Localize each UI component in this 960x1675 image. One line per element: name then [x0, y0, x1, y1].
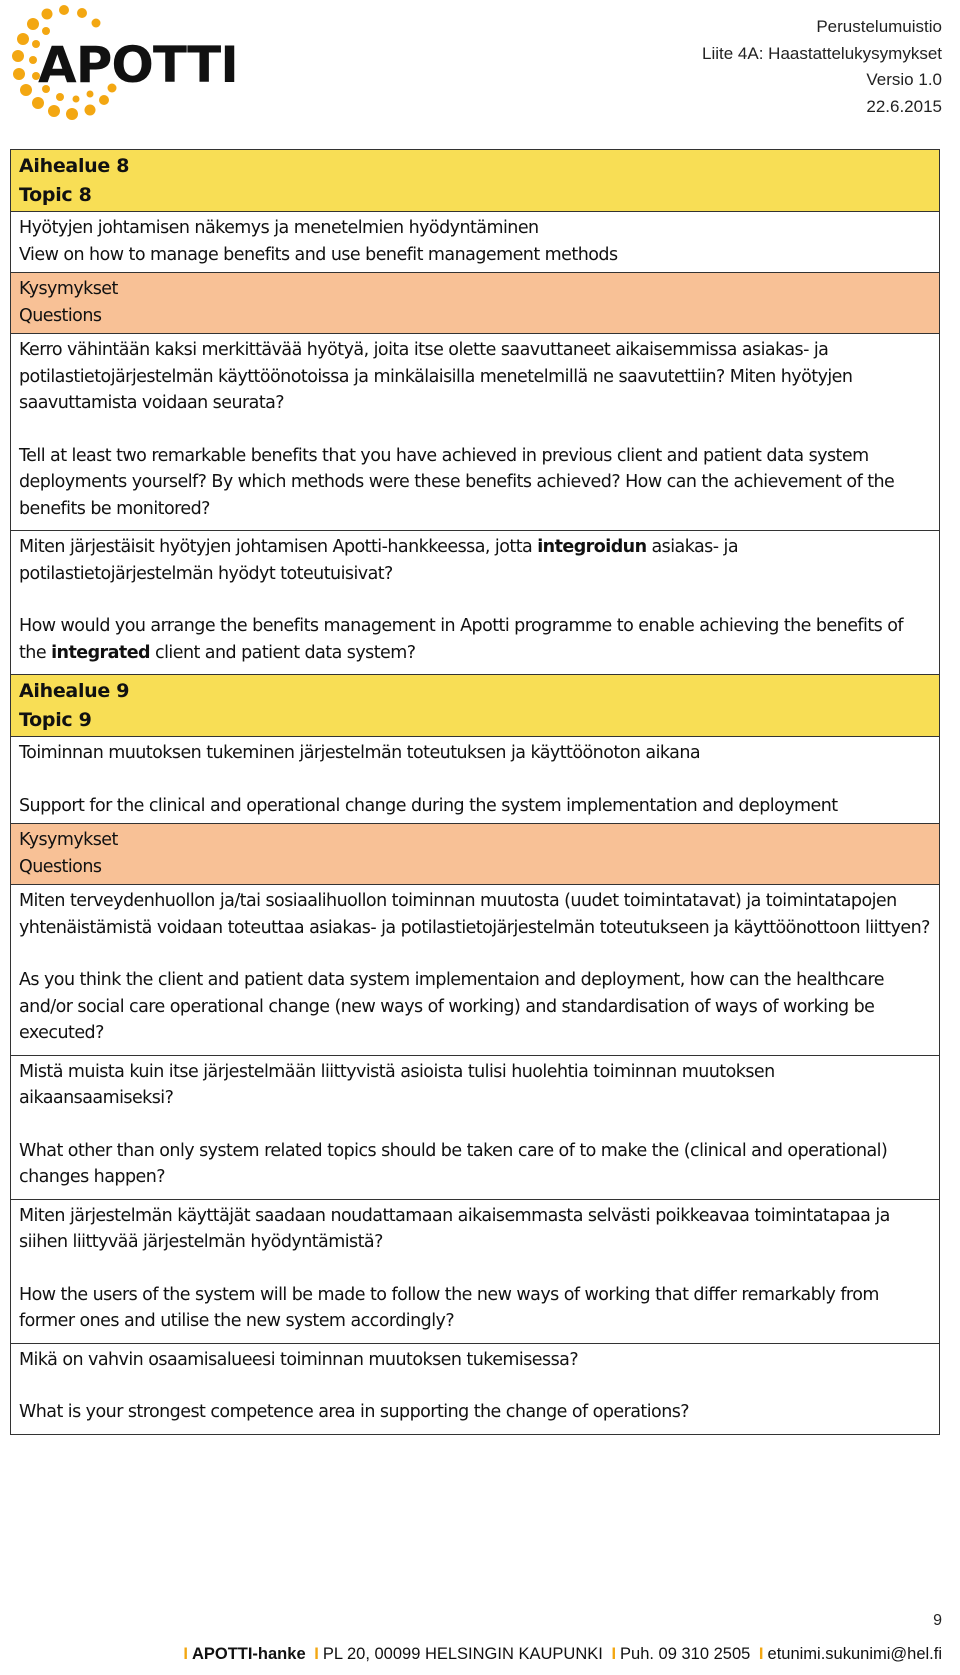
topic-description-9 — [11, 737, 939, 824]
description-fi: Hyötyjen johtamisen näkemys ja menetelmien hyödyntäminen — [19, 218, 539, 238]
logo-dots-icon — [8, 4, 248, 122]
page-footer — [179, 1645, 942, 1664]
footer-separator: I — [314, 1645, 319, 1663]
question-fi: Miten järjestäisit hyötyjen johtamisen Apotti-hankkeessa, jotta integroidun asiakas- ja potilastietojärjestelmän hyödyt toteutuisivat? — [19, 537, 739, 584]
interview-questions-table — [10, 149, 940, 1435]
doc-type: Perustelumuistio — [816, 17, 942, 36]
footer-org: APOTTI-hanke — [191, 1645, 306, 1663]
question-fi: Mikä on vahvin osaamisalueesi toiminnan muutoksen tukemisessa? — [19, 1349, 579, 1370]
footer-address: PL 20, 00099 HELSINGIN KAUPUNKI — [322, 1645, 603, 1663]
question-row — [11, 885, 939, 1056]
logo-text: APOTTI — [38, 36, 238, 94]
questions-header-8 — [11, 273, 939, 334]
questions-label-en: Questions — [19, 305, 102, 326]
question-en: What is your strongest competence area in supporting the change of operations? — [19, 1402, 690, 1422]
question-row — [11, 1344, 939, 1435]
topic-title-fi: Aihealue 8 — [19, 155, 130, 177]
topic-header-9 — [11, 675, 939, 737]
question-en: As you think the client and patient data system implementaion and deployment, how can the healthcare and/or social care operational change (new ways of working) and standardisation of ways of working be executed? — [19, 970, 884, 1043]
question-row — [11, 531, 939, 675]
questions-label-en: Questions — [19, 856, 102, 877]
question-row — [11, 1056, 939, 1200]
topic-title-en: Topic 9 — [19, 709, 92, 731]
description-en: View on how to manage benefits and use benefit management methods — [19, 244, 618, 265]
footer-separator: I — [758, 1645, 764, 1663]
question-en: How the users of the system will be made to follow the new ways of working that differ remarkably from former ones and utilise the new system accordingly? — [19, 1284, 879, 1331]
question-row — [11, 1200, 939, 1344]
topic-title-en: Topic 8 — [19, 184, 92, 206]
questions-label-fi: Kysymykset — [19, 830, 118, 850]
document-meta — [702, 14, 942, 120]
footer-email: etunimi.sukunimi@hel.fi — [767, 1645, 942, 1663]
question-row — [11, 334, 939, 531]
question-fi: Mistä muista kuin itse järjestelmään liittyvistä asioista tulisi huolehtia toiminnan muutoksen aikaansaamiseksi? — [19, 1061, 775, 1108]
version: Versio 1.0 — [866, 70, 942, 89]
attachment-title: Liite 4A: Haastattelukysymykset — [702, 43, 942, 63]
description-fi: Toiminnan muutoksen tukeminen järjestelmän toteutuksen ja käyttöönoton aikana — [19, 743, 701, 763]
footer-separator: I — [611, 1645, 617, 1663]
page-number: 9 — [933, 1612, 942, 1629]
questions-label-fi: Kysymykset — [19, 279, 118, 299]
question-fi: Miten terveydenhuollon ja/tai sosiaalihuollon toiminnan muutosta (uudet toimintatavat) ja toimintatapojen yhtenäistämistä voidaan toteuttaa asiakas- ja potilastietojärjestelmän toteutukseen ja käyttöönottoon liittyen? — [19, 891, 930, 938]
date: 22.6.2015 — [866, 96, 942, 116]
topic-title-fi: Aihealue 9 — [19, 680, 130, 702]
footer-separator: I — [183, 1645, 188, 1663]
topic-header-8 — [11, 150, 939, 212]
apotti-logo — [8, 4, 248, 122]
question-en: How would you arrange the benefits management in Apotti programme to enable achieving the benefits of the integrated client and patient data system? — [19, 616, 904, 663]
question-en: Tell at least two remarkable benefits that you have achieved in previous client and patient data system deployments yourself? By which methods were these benefits achieved? How can the achievement of the benefits be monitored? — [19, 445, 895, 519]
questions-header-9 — [11, 824, 939, 885]
footer-phone: Puh. 09 310 2505 — [620, 1645, 751, 1663]
description-en: Support for the clinical and operational change during the system implementation and deployment — [19, 795, 838, 816]
question-fi: Miten järjestelmän käyttäjät saadaan noudattamaan aikaisemmasta selvästi poikkeavaa toimintatapaa ja siihen liittyvää järjestelmän hyödyntämistä? — [19, 1205, 890, 1252]
topic-description-8 — [11, 212, 939, 273]
question-fi: Kerro vähintään kaksi merkittävää hyötyä, joita itse olette saavuttaneet aikaisemmissa asiakas- ja potilastietojärjestelmän käyttöönotoissa ja minkälaisilla menetelmillä ne saavutettiin? Miten hyötyjen saavuttamista voidaan seurata? — [19, 340, 853, 413]
question-en: What other than only system related topics should be taken care of to make the (clinical and operational) changes happen? — [19, 1140, 888, 1187]
